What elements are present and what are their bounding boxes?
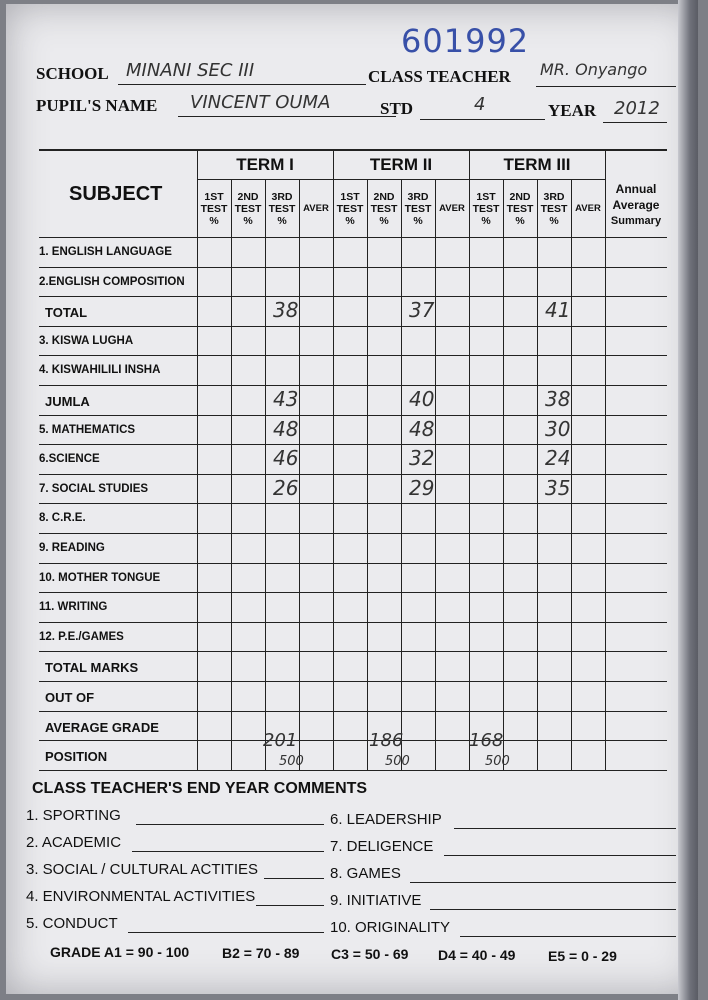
- subject-row-label: POSITION: [45, 749, 108, 765]
- test-column-label: 3RD: [271, 191, 293, 203]
- test-column-label: %: [481, 215, 491, 227]
- subject-row-label: 3. KISWA LUGHA: [39, 334, 134, 347]
- term-average-mark: 37: [409, 298, 435, 323]
- term-col-border: [469, 149, 470, 770]
- term-average-mark: 48: [409, 416, 435, 441]
- test-column-label: TEST: [506, 203, 534, 215]
- std-line: [420, 119, 545, 120]
- comment-right-line[interactable]: [444, 855, 676, 856]
- position-out-of: 500: [385, 754, 410, 770]
- comment-right-line[interactable]: [454, 828, 676, 829]
- comment-left-line[interactable]: [136, 824, 324, 825]
- test-column-label: TEST: [540, 203, 568, 215]
- comment-left-label: 5. CONDUCT: [26, 915, 118, 932]
- subject-row-label: 11. WRITING: [39, 601, 108, 614]
- test-column-header: [537, 191, 571, 227]
- comment-right-line[interactable]: [460, 936, 676, 937]
- subject-row-label: 1. ENGLISH LANGUAGE: [39, 246, 172, 258]
- test-column-label: AVER: [303, 203, 329, 214]
- comment-left-line[interactable]: [128, 932, 324, 933]
- test-column-label: %: [277, 215, 287, 227]
- test-col-line: [231, 179, 232, 770]
- comment-left-label: 2. ACADEMIC: [26, 834, 122, 851]
- test-col-line: [503, 179, 504, 770]
- term-average-mark: 38: [545, 387, 571, 411]
- test-column-label: TEST: [370, 203, 398, 215]
- test-column-label: 1ST: [476, 191, 496, 203]
- subject-row-label: 5. MATHEMATICS: [39, 423, 136, 436]
- term-average-mark: 41: [545, 298, 571, 323]
- row-line: [39, 563, 667, 564]
- year-value: 2012: [614, 98, 660, 119]
- comment-left-line[interactable]: [264, 878, 324, 879]
- test-column-label: %: [549, 215, 559, 227]
- test-column-label: 1ST: [340, 191, 360, 203]
- subject-row-label: 10. MOTHER TONGUE: [39, 571, 161, 584]
- comments-title: CLASS TEACHER'S END YEAR COMMENTS: [32, 780, 368, 797]
- header-bottom-border: [39, 237, 667, 238]
- row-line: [39, 296, 667, 297]
- term-average-mark: 24: [545, 446, 571, 471]
- term-average-mark: 43: [273, 387, 299, 411]
- row-line: [39, 533, 667, 534]
- term-average-mark: 30: [545, 416, 571, 441]
- table-top-border: [39, 149, 667, 151]
- pupil-name-value: VINCENT OUMA: [190, 92, 331, 113]
- term-3-header: TERM III: [503, 155, 571, 174]
- year-line: [603, 122, 667, 123]
- test-column-header: [401, 191, 435, 227]
- term-average-mark: 46: [273, 446, 299, 471]
- record-number: 601992: [401, 22, 530, 60]
- row-line: [39, 651, 667, 652]
- subject-row-label: 9. READING: [39, 542, 105, 554]
- test-column-header: [435, 191, 469, 215]
- term-average-mark: 48: [273, 416, 299, 441]
- pupil-name-label: PUPIL'S NAME: [36, 96, 158, 115]
- page-edge: [678, 0, 698, 1000]
- pupil-name-line: [178, 116, 396, 117]
- comment-right-label: 10. ORIGINALITY: [330, 919, 451, 936]
- annual-l2: Average: [612, 198, 660, 212]
- test-col-line: [435, 179, 436, 770]
- report-card-page: [6, 4, 698, 994]
- test-column-header: [503, 191, 537, 227]
- subject-row-label: 2.ENGLISH COMPOSITION: [39, 275, 185, 288]
- row-line: [39, 355, 667, 356]
- grade-c3: C3 = 50 - 69: [331, 946, 409, 962]
- test-column-header: [469, 191, 503, 227]
- subject-row-label: TOTAL: [45, 305, 88, 321]
- subject-row-label: 8. C.R.E.: [39, 512, 86, 525]
- comment-right-label: 7. DELIGENCE: [330, 838, 434, 855]
- test-column-header: [367, 191, 401, 227]
- test-column-label: 2ND: [373, 191, 395, 203]
- test-column-label: 3RD: [407, 191, 429, 203]
- position-out-of: 500: [485, 754, 510, 770]
- term-average-mark: 29: [409, 475, 435, 500]
- annual-l1: Annual: [615, 182, 657, 196]
- subject-col-border: [197, 149, 198, 770]
- test-column-label: 2ND: [509, 191, 531, 203]
- test-column-label: 3RD: [543, 191, 565, 203]
- term-1-header: TERM I: [236, 155, 294, 174]
- marks-table: [39, 149, 667, 769]
- comment-right-line[interactable]: [410, 882, 676, 883]
- row-line: [39, 711, 667, 712]
- test-column-label: %: [243, 215, 253, 227]
- test-column-header: [333, 191, 367, 227]
- annual-average-header: [605, 181, 667, 229]
- test-column-label: TEST: [234, 203, 262, 215]
- test-column-label: %: [413, 215, 423, 227]
- term-col-border: [605, 149, 606, 770]
- position-mark: 168: [469, 730, 504, 752]
- row-line: [39, 474, 667, 475]
- year-label: YEAR: [548, 101, 597, 120]
- test-column-label: %: [345, 215, 355, 227]
- test-column-header: [265, 191, 299, 227]
- row-line: [39, 444, 667, 445]
- term-average-mark: 26: [273, 475, 299, 500]
- school-value: MINANI SEC III: [126, 60, 255, 81]
- test-column-label: 1ST: [204, 191, 224, 203]
- row-line: [39, 267, 667, 268]
- row-line: [39, 740, 667, 741]
- subject-row-label: 4. KISWAHILILI INSHA: [39, 364, 161, 377]
- subject-row-label: AVERAGE GRADE: [45, 719, 159, 735]
- grade-e5: E5 = 0 - 29: [548, 948, 617, 964]
- comment-right-label: 6. LEADERSHIP: [330, 811, 442, 828]
- test-column-label: AVER: [575, 203, 601, 214]
- test-column-header: [197, 191, 231, 227]
- annual-l3: Summary: [610, 215, 662, 227]
- subject-row-label: JUMLA: [45, 394, 90, 409]
- test-col-line: [299, 179, 300, 770]
- term-average-mark: 35: [545, 475, 571, 500]
- test-col-line: [367, 179, 368, 770]
- test-column-label: %: [515, 215, 525, 227]
- test-column-label: AVER: [439, 203, 465, 214]
- position-out-of: 500: [279, 754, 304, 770]
- subject-row-label: OUT OF: [45, 690, 95, 705]
- std-value: 4: [474, 94, 486, 115]
- comment-left-label: 4. ENVIRONMENTAL ACTIVITIES: [26, 888, 256, 905]
- subject-row-label: TOTAL MARKS: [45, 660, 139, 676]
- comment-left-line[interactable]: [256, 905, 324, 906]
- test-col-line: [265, 179, 266, 770]
- grade-d4: D4 = 40 - 49: [438, 947, 516, 963]
- test-column-header: [231, 191, 265, 227]
- test-column-label: %: [379, 215, 389, 227]
- comment-left-label: 3. SOCIAL / CULTURAL ACTITIES: [26, 861, 259, 878]
- test-column-label: TEST: [268, 203, 296, 215]
- term-2-header: TERM II: [369, 155, 433, 174]
- comment-right-line[interactable]: [430, 909, 676, 910]
- teacher-line: [536, 86, 676, 87]
- school-line: [118, 84, 366, 85]
- position-mark: 201: [263, 730, 298, 752]
- term-average-mark: 38: [273, 298, 299, 323]
- subject-row-label: 7. SOCIAL STUDIES: [39, 482, 149, 495]
- std-label: STD: [380, 99, 414, 118]
- test-column-label: TEST: [404, 203, 432, 215]
- row-line: [39, 770, 667, 771]
- row-line: [39, 681, 667, 682]
- test-column-header: [571, 191, 605, 215]
- grade-a1: GRADE A1 = 90 - 100: [50, 944, 190, 960]
- subject-row-label: 12. P.E./GAMES: [39, 630, 124, 643]
- term-average-mark: 40: [409, 387, 435, 411]
- test-col-line: [401, 179, 402, 770]
- comment-left-line[interactable]: [132, 851, 324, 852]
- test-col-line: [537, 179, 538, 770]
- row-line: [39, 622, 667, 623]
- test-column-label: TEST: [200, 203, 228, 215]
- row-line: [39, 326, 667, 327]
- test-column-label: TEST: [336, 203, 364, 215]
- class-teacher-value: MR. Onyango: [540, 60, 648, 79]
- subject-row-label: 6.SCIENCE: [39, 453, 100, 466]
- class-teacher-label: CLASS TEACHER: [368, 67, 511, 86]
- row-line: [39, 592, 667, 593]
- row-line: [39, 415, 667, 416]
- test-column-label: TEST: [472, 203, 500, 215]
- comment-right-label: 8. GAMES: [330, 865, 401, 882]
- test-column-label: %: [209, 215, 219, 227]
- comment-left-label: 1. SPORTING: [26, 807, 121, 824]
- test-column-header: [299, 191, 333, 215]
- test-column-label: 2ND: [237, 191, 259, 203]
- row-line: [39, 503, 667, 504]
- position-mark: 186: [369, 730, 404, 752]
- subject-header: SUBJECT: [69, 183, 163, 205]
- term-average-mark: 32: [409, 446, 435, 471]
- row-line: [39, 385, 667, 386]
- grade-b2: B2 = 70 - 89: [222, 945, 300, 961]
- school-label: SCHOOL: [36, 64, 109, 83]
- test-col-line: [571, 179, 572, 770]
- term-col-border: [333, 149, 334, 770]
- comment-right-label: 9. INITIATIVE: [330, 892, 422, 909]
